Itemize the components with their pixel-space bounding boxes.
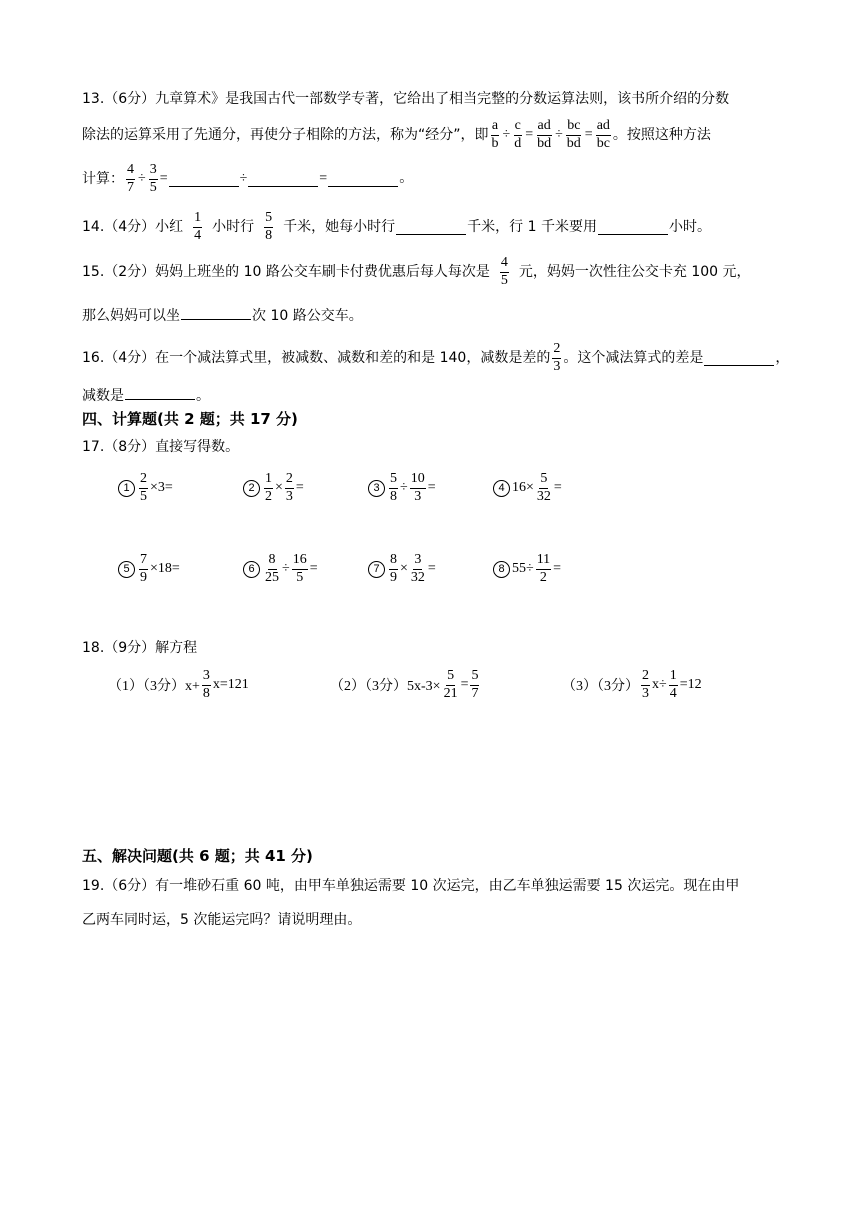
q15-text-4: 次 10 路公交车。 — [252, 308, 363, 324]
q13-formula-frac-bc-bd: $\frac{bc}{bd}$ — [566, 118, 581, 151]
q17-item-1: 1 $\frac{2}{5}$ × 3 = — [118, 472, 173, 504]
q17-item-8: 8 55 ÷ $\frac{11}{2}$ = — [493, 553, 561, 585]
q15-frac-4-5: $\frac{4}{5}$ — [500, 255, 508, 288]
q13-answer-blank-3[interactable] — [328, 172, 398, 187]
q15-text-2: 元，妈妈一次性往公交卡充 100 元， — [518, 264, 751, 281]
q14 — [82, 211, 711, 243]
q13-answer-blank-1[interactable] — [169, 172, 239, 187]
q18-equation-1: （1）（3分）x+ $\frac{3}{8}$ x=121 — [108, 668, 249, 701]
q15-text-1: 15.（2分）妈妈上班坐的 10 路公交车刷卡付费优惠后每人每次是 — [82, 264, 490, 281]
q16-text-2: 。这个减法算式的差是 — [563, 350, 704, 367]
q15-line1 — [82, 256, 751, 288]
q17-item-7: 7 $\frac{8}{9}$ × $\frac{3}{32}$ = — [368, 553, 436, 585]
q17-title: 17.（8分）直接写得数。 — [82, 439, 240, 455]
q14-text-2: 小时行 — [212, 219, 255, 236]
q14-text-1: 14.（4分）小红 — [82, 219, 184, 236]
q14-frac-1-4: $\frac{1}{4}$ — [194, 210, 202, 243]
q16-text-5: 。 — [196, 388, 210, 404]
q16-answer-blank-2[interactable] — [125, 385, 195, 400]
q14-text-5: 小时。 — [668, 219, 711, 236]
q15-text-3: 那么妈妈可以坐 — [82, 308, 180, 324]
q13-line1: 13.（6分）九章算术》是我国古代一部数学专著，它给出了相当完整的分数运算法则，该书所介绍的分数 — [82, 91, 730, 107]
q13-line2-tail: 。按照这种方法 — [612, 127, 711, 144]
q13-line2: 除法的运算采用了先通分，再使分子相除的方法，称为“经分”，即 $\frac{a}{b}$ ÷ $\frac{c}{d}$ = $\frac{ad}{bd}$ ÷ $\frac{bc}{bd}$ = $\frac{ad}{bc}$ 。按照这种方法 — [82, 118, 711, 151]
q16-frac-2-3: $\frac{2}{3}$ — [553, 341, 561, 374]
q14-text-4: 千米，行 1 千米要用 — [467, 219, 597, 236]
q16-text-3: ， — [775, 350, 790, 367]
q13-line3: 计算： $\frac{4}{7}$ ÷ $\frac{3}{5}$ = ÷ = 。 — [82, 162, 414, 195]
q13-formula-frac-ad-bd: $\frac{ad}{bd}$ — [537, 118, 552, 151]
q16-answer-blank-1[interactable] — [704, 351, 774, 366]
q15-answer-blank[interactable] — [181, 305, 251, 320]
q13-formula-frac-ad-bc: $\frac{ad}{bc}$ — [596, 118, 610, 151]
q14-answer-blank-1[interactable] — [396, 220, 466, 235]
q13-answer-blank-2[interactable] — [248, 172, 318, 187]
q16-text-4: 减数是 — [82, 388, 124, 404]
q14-frac-5-8: $\frac{5}{8}$ — [265, 210, 273, 243]
q13-frac-3-5: $\frac{3}{5}$ — [149, 162, 157, 195]
q13-calc-label: 计算： — [82, 171, 124, 188]
q17-item-5: 5 $\frac{7}{9}$ × 18 = — [118, 553, 180, 585]
q18-title: 18.（9分）解方程 — [82, 640, 198, 656]
q13-formula-frac-c-d: $\frac{c}{d}$ — [514, 118, 522, 151]
q16-line1 — [82, 342, 789, 374]
q17-item-6: 6 $\frac{8}{25}$ ÷ $\frac{16}{5}$ = — [243, 553, 318, 585]
q18-equation-3: （3）（3分） $\frac{2}{3}$ x÷ $\frac{1}{4}$ =12 — [562, 668, 702, 701]
section-5-heading: 五、解决问题(共 6 题；共 41 分) — [82, 847, 313, 865]
q17-item-2: 2 $\frac{1}{2}$ × $\frac{2}{3}$ = — [243, 472, 304, 504]
q13-frac-4-7: $\frac{4}{7}$ — [127, 162, 134, 195]
q13-line2-text: 除法的运算采用了先通分，再使分子相除的方法，称为“经分”，即 — [82, 127, 489, 144]
q16-text-1: 16.（4分）在一个减法算式里，被减数、减数和差的和是 140，减数是差的 — [82, 350, 551, 367]
q17-item-4: 4 16 × $\frac{5}{32}$ = — [493, 472, 562, 504]
q19-line1: 19.（6分）有一堆砂石重 60 吨，由甲车单独运需要 10 次运完，由乙车单独运需要 15 次运完。现在由甲 — [82, 878, 740, 894]
q15-line2 — [82, 305, 363, 323]
section-4-heading: 四、计算题(共 2 题；共 17 分) — [82, 410, 298, 428]
q13-formula-frac-a-b: $\frac{a}{b}$ — [491, 118, 499, 151]
q14-text-3: 千米，她每小时行 — [283, 219, 396, 236]
q14-answer-blank-2[interactable] — [598, 220, 668, 235]
q18-equation-2: （2）（3分）5x-3× $\frac{5}{21}$ = $\frac{5}{7}$ — [330, 668, 479, 701]
q19-line2: 乙两车同时运，5 次能运完吗？请说明理由。 — [82, 912, 362, 928]
q16-line2 — [82, 385, 210, 403]
q17-item-3: 3 $\frac{5}{8}$ ÷ $\frac{10}{3}$ = — [368, 472, 436, 504]
